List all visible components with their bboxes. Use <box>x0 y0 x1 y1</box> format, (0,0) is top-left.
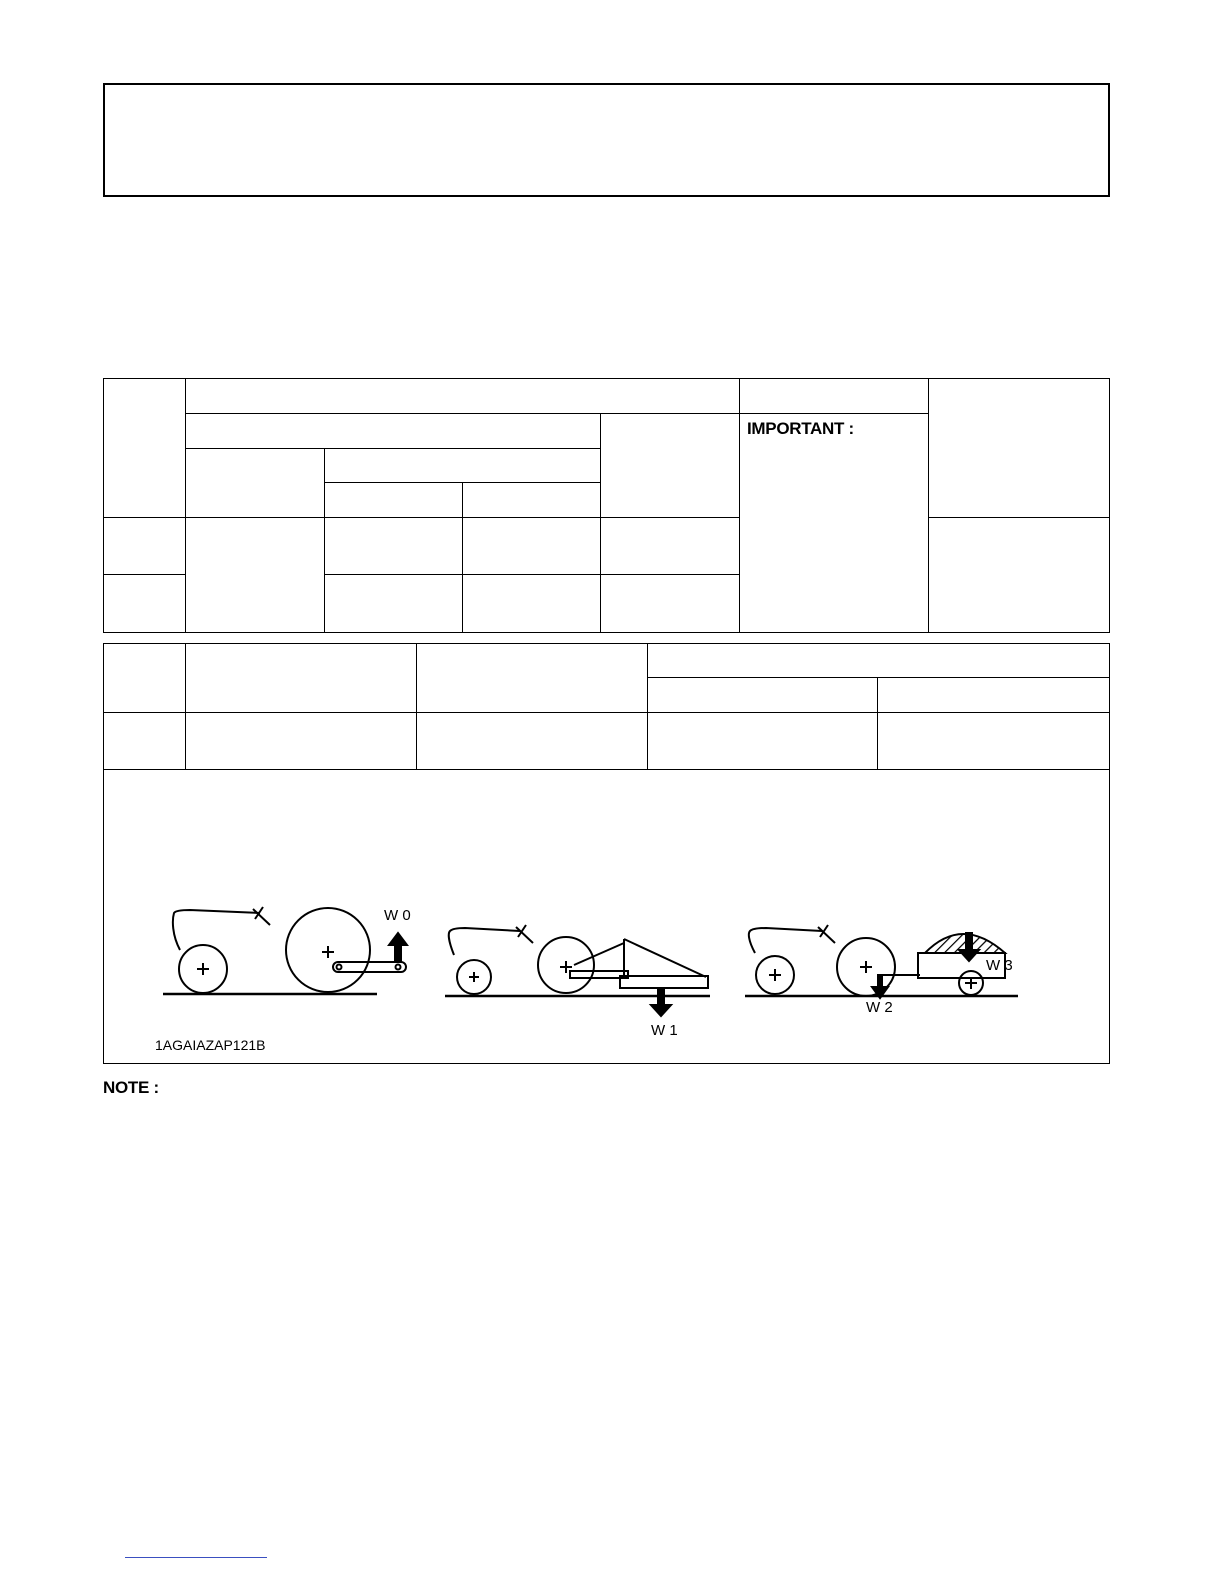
table-1-rule <box>103 517 739 518</box>
table-1-rule <box>928 378 929 633</box>
important-label: IMPORTANT : <box>747 419 854 438</box>
tractor-implement-diagram <box>445 925 710 1016</box>
table-2-rule <box>877 677 878 770</box>
figure-caption: 1AGAIAZAP121B <box>155 1037 266 1053</box>
table-2-rule <box>647 643 648 770</box>
header-box <box>103 83 1110 197</box>
table-1-rule <box>324 448 325 633</box>
table-1-rule <box>185 448 600 449</box>
note-label: NOTE : <box>103 1078 159 1097</box>
table-1-rule <box>185 413 928 414</box>
w2-label: W 2 <box>866 999 893 1016</box>
table-2-rule <box>647 677 1110 678</box>
table-1-rule <box>928 517 1110 518</box>
footer-link-rule <box>125 1557 267 1558</box>
tractor-load-diagrams <box>150 895 1030 1045</box>
table-1-rule <box>103 574 185 575</box>
table-1-rule <box>600 413 601 633</box>
table-2-rule <box>185 643 186 770</box>
table-2-rule <box>416 643 417 770</box>
tractor-trailer-diagram <box>745 925 1018 998</box>
table-1-rule <box>324 574 739 575</box>
table-2-rule <box>103 712 1110 713</box>
tractor-drawbar-diagram <box>163 907 407 994</box>
w1-label: W 1 <box>651 1022 678 1039</box>
table-1-rule <box>462 482 463 633</box>
table-1 <box>103 378 1110 633</box>
w3-label: W 3 <box>986 957 1013 974</box>
table-2-rule <box>103 769 1110 770</box>
table-1-rule <box>185 378 186 633</box>
table-1-rule <box>739 378 740 633</box>
w0-label: W 0 <box>384 907 411 924</box>
